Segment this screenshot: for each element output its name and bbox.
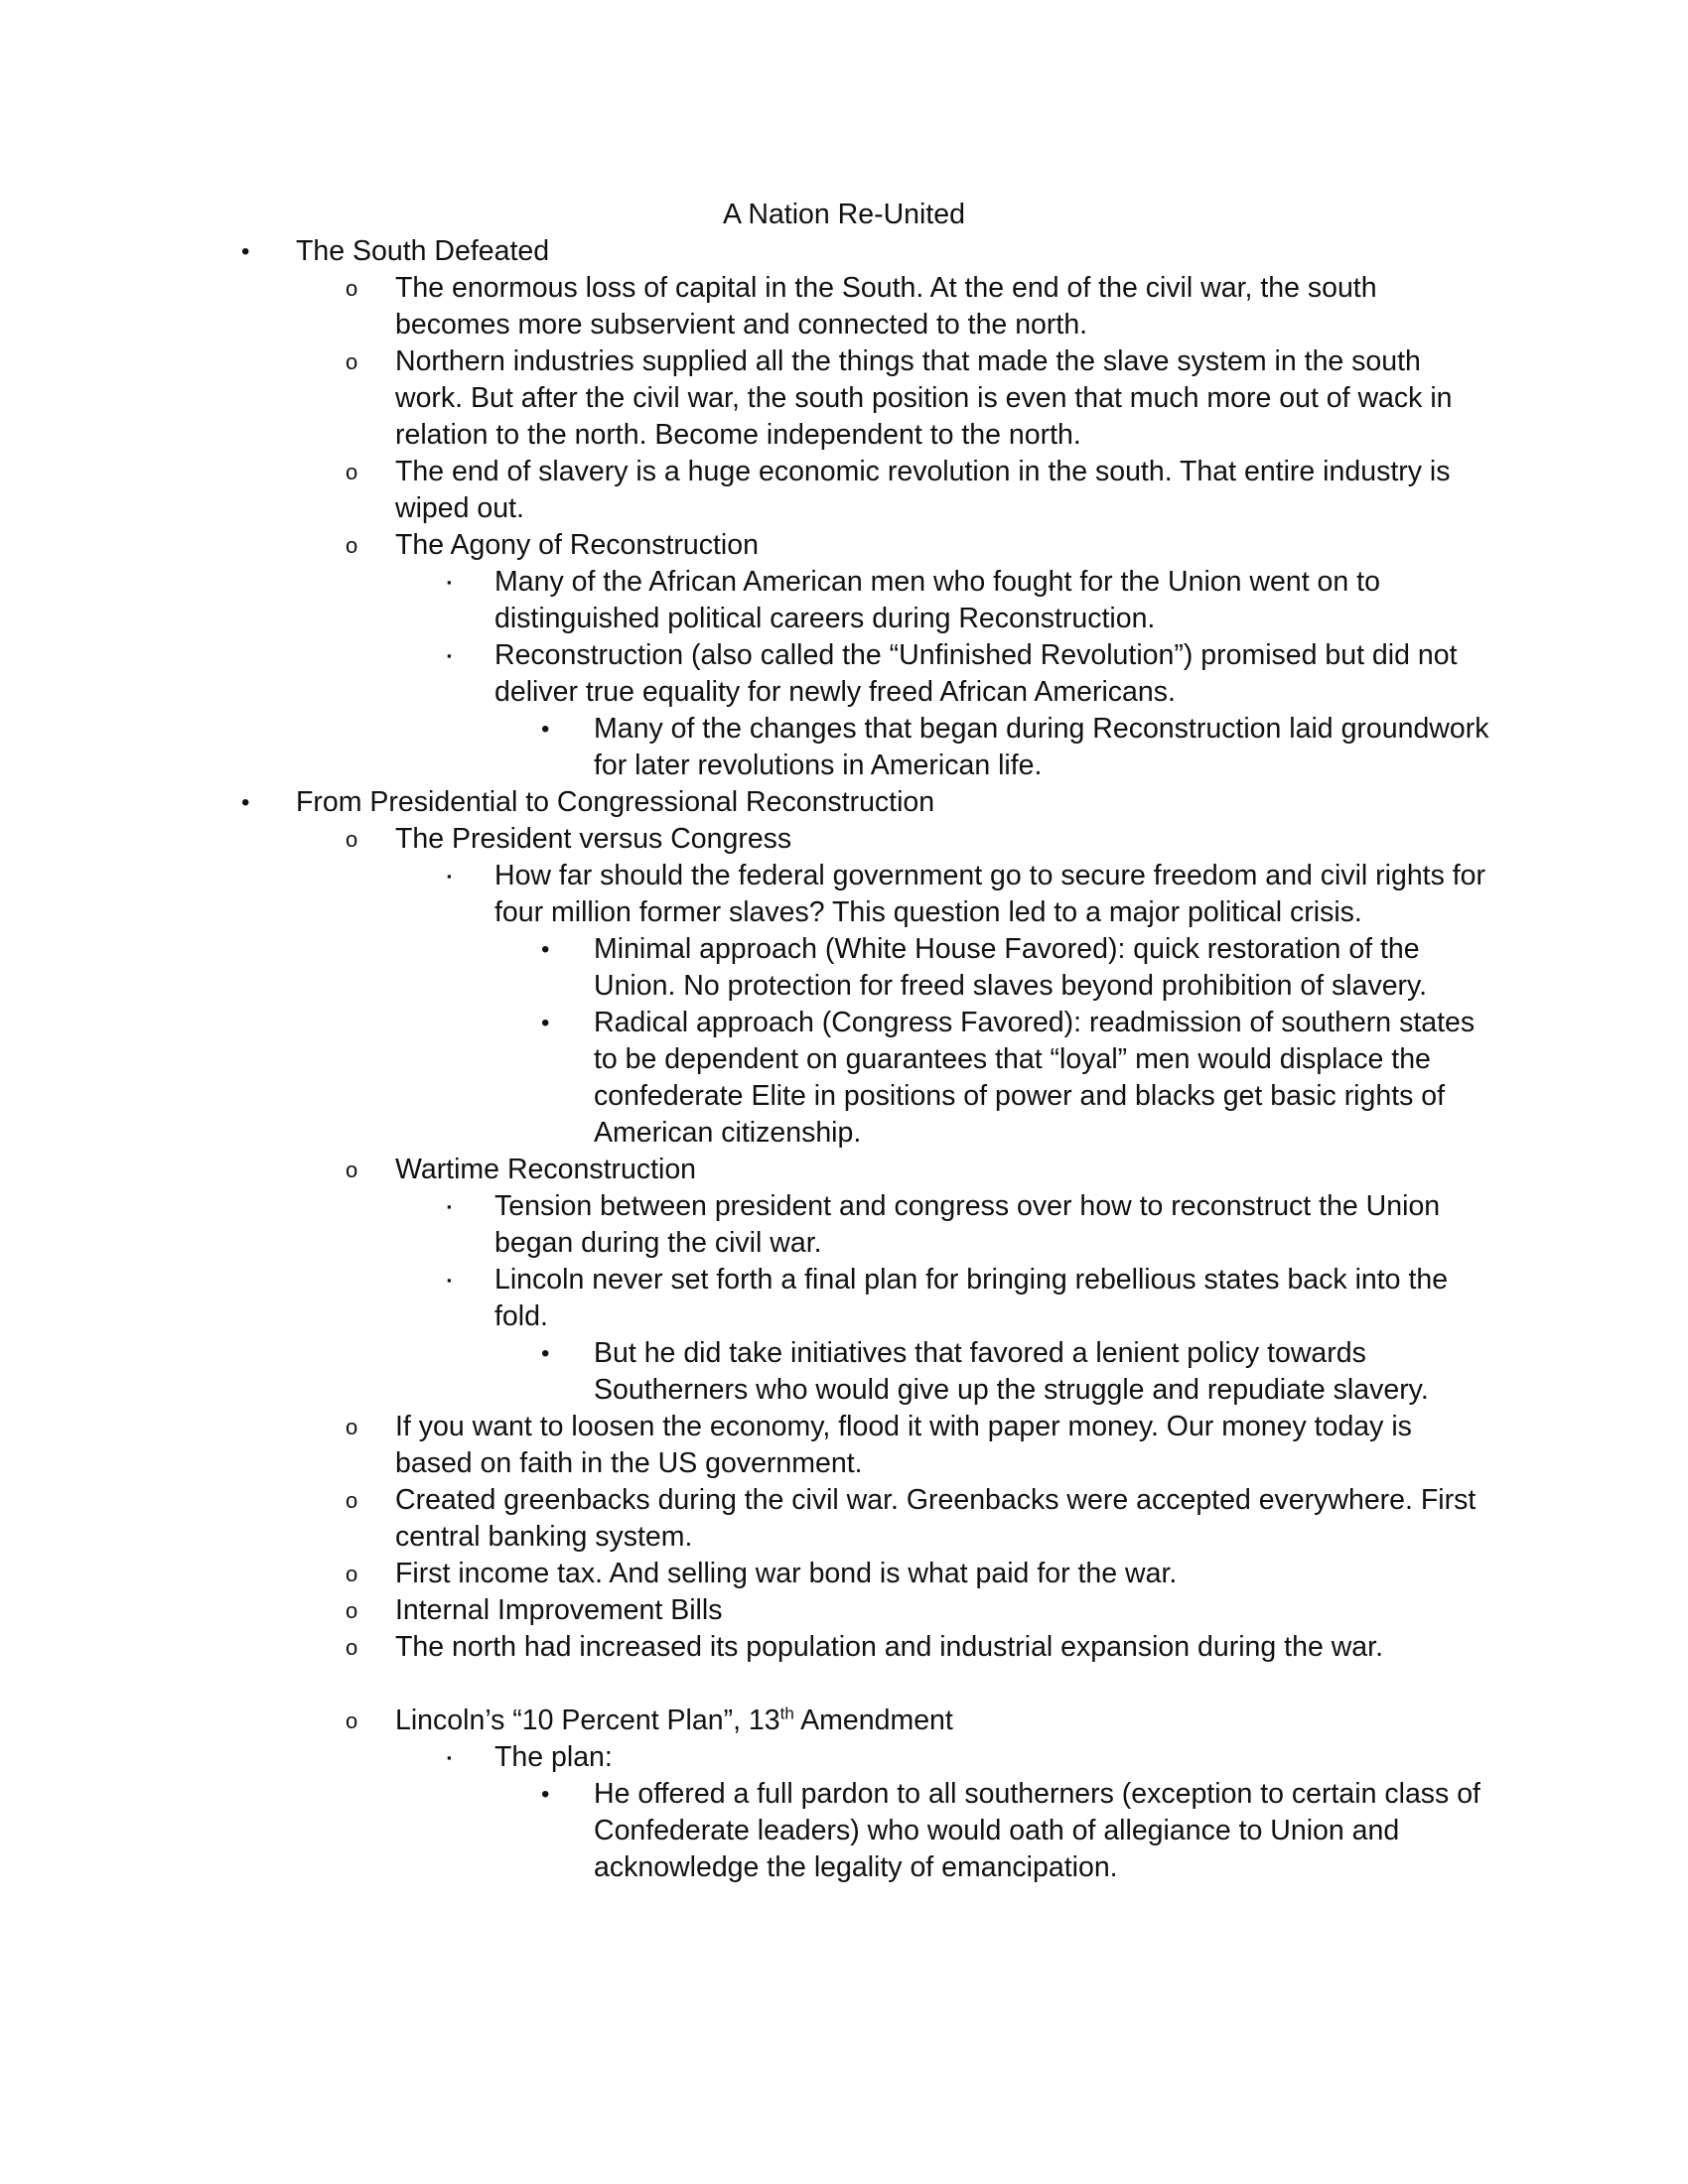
disc-bullet-icon: • (541, 1781, 550, 1808)
list-item: o The President versus Congress (0, 821, 1688, 858)
square-bullet-icon: ▪ (447, 1750, 452, 1765)
circle-bullet-icon: o (346, 1598, 358, 1623)
list-item: o Internal Improvement Bills (0, 1592, 1688, 1629)
list-item: ▪ How far should the federal government go to secure freedom and civil rights for four million former slaves? This question led to a major political crisis. (447, 860, 1486, 928)
circle-bullet-icon: o (346, 827, 358, 852)
square-bullet-icon: ▪ (447, 1273, 452, 1288)
circle-bullet-icon: o (346, 1158, 358, 1182)
disc-bullet-icon: • (541, 1010, 550, 1036)
circle-bullet-icon: o (346, 1635, 358, 1660)
disc-bullet-icon: • (241, 238, 250, 265)
list-item: • He offered a full pardon to all southerners (exception to certain class of Confederate leaders) who would oath of allegiance to Union and acknowledge the legality of emancipation. (541, 1778, 1480, 1883)
list-item: • Radical approach (Congress Favored): readmission of southern states to be dependent on guarantees that “loyal” men would displace the confederate Elite in positions of power and blacks get basic rights of American citizenship. (541, 1007, 1476, 1149)
list-item: ▪ The plan: (0, 1739, 1688, 1776)
list-item: o The end of slavery is a huge economic revolution in the south. That entire industry is wiped out. (346, 456, 1451, 524)
list-item: o Created greenbacks during the civil war. Greenbacks were accepted everywhere. First central banking system. (346, 1484, 1477, 1553)
list-item: o Northern industries supplied all the things that made the slave system in the south work. But after the civil war, the south position is even that much more out of wack in relation to the north. Become independent to the north. (346, 345, 1453, 451)
square-bullet-icon: ▪ (447, 575, 452, 590)
list-item: ▪ Many of the African American men who fought for the Union went on to distinguished political careers during Reconstruction. (447, 566, 1380, 634)
blank-line (0, 1666, 1688, 1703)
disc-bullet-icon: • (541, 1340, 550, 1367)
list-item: • The South Defeated (0, 233, 1688, 270)
page-title: A Nation Re-United (723, 199, 965, 230)
list-item: o The north had increased its population and industrial expansion during the war. (0, 1629, 1688, 1666)
list-item: ▪ Lincoln never set forth a final plan for bringing rebellious states back into the fold. (447, 1264, 1449, 1332)
list-item: o If you want to loosen the economy, flood it with paper money. Our money today is based on faith in the US government. (346, 1411, 1412, 1479)
disc-bullet-icon: • (241, 789, 250, 816)
circle-bullet-icon: o (346, 460, 358, 484)
circle-bullet-icon: o (346, 1562, 358, 1586)
list-item: • Minimal approach (White House Favored): quick restoration of the Union. No protection for freed slaves beyond prohibition of slavery. (541, 933, 1428, 1002)
list-item: • Many of the changes that began during Reconstruction laid groundwork for later revolutions in American life. (541, 713, 1489, 781)
outline (0, 233, 1688, 1886)
circle-bullet-icon: o (346, 533, 358, 558)
list-item: ▪ Reconstruction (also called the “Unfinished Revolution”) promised but did not deliver true equality for newly freed African Americans. (447, 639, 1458, 708)
circle-bullet-icon: o (346, 1488, 358, 1513)
list-item: ▪ Tension between president and congress over how to reconstruct the Union began during the civil war. (447, 1190, 1441, 1259)
square-bullet-icon: ▪ (447, 869, 452, 884)
circle-bullet-icon: o (346, 349, 358, 374)
list-item: o The Agony of Reconstruction (0, 527, 1688, 564)
square-bullet-icon: ▪ (447, 648, 452, 663)
list-item: o First income tax. And selling war bond is what paid for the war. (0, 1556, 1688, 1592)
disc-bullet-icon: • (541, 936, 550, 963)
list-item: • But he did take initiatives that favored a lenient policy towards Southerners who would give up the struggle and repudiate slavery. (541, 1337, 1429, 1406)
circle-bullet-icon: o (346, 1415, 358, 1439)
circle-bullet-icon: o (346, 1708, 358, 1733)
list-item: o Lincoln’s “10 Percent Plan”, 13th Amendment (0, 1703, 1688, 1739)
list-item: o Wartime Reconstruction (0, 1152, 1688, 1188)
square-bullet-icon: ▪ (447, 1199, 452, 1214)
list-item: • From Presidential to Congressional Reconstruction (0, 784, 1688, 821)
circle-bullet-icon: o (346, 276, 358, 301)
disc-bullet-icon: • (541, 716, 550, 743)
list-item: o The enormous loss of capital in the South. At the end of the civil war, the south becomes more subservient and connected to the north. (346, 272, 1377, 341)
